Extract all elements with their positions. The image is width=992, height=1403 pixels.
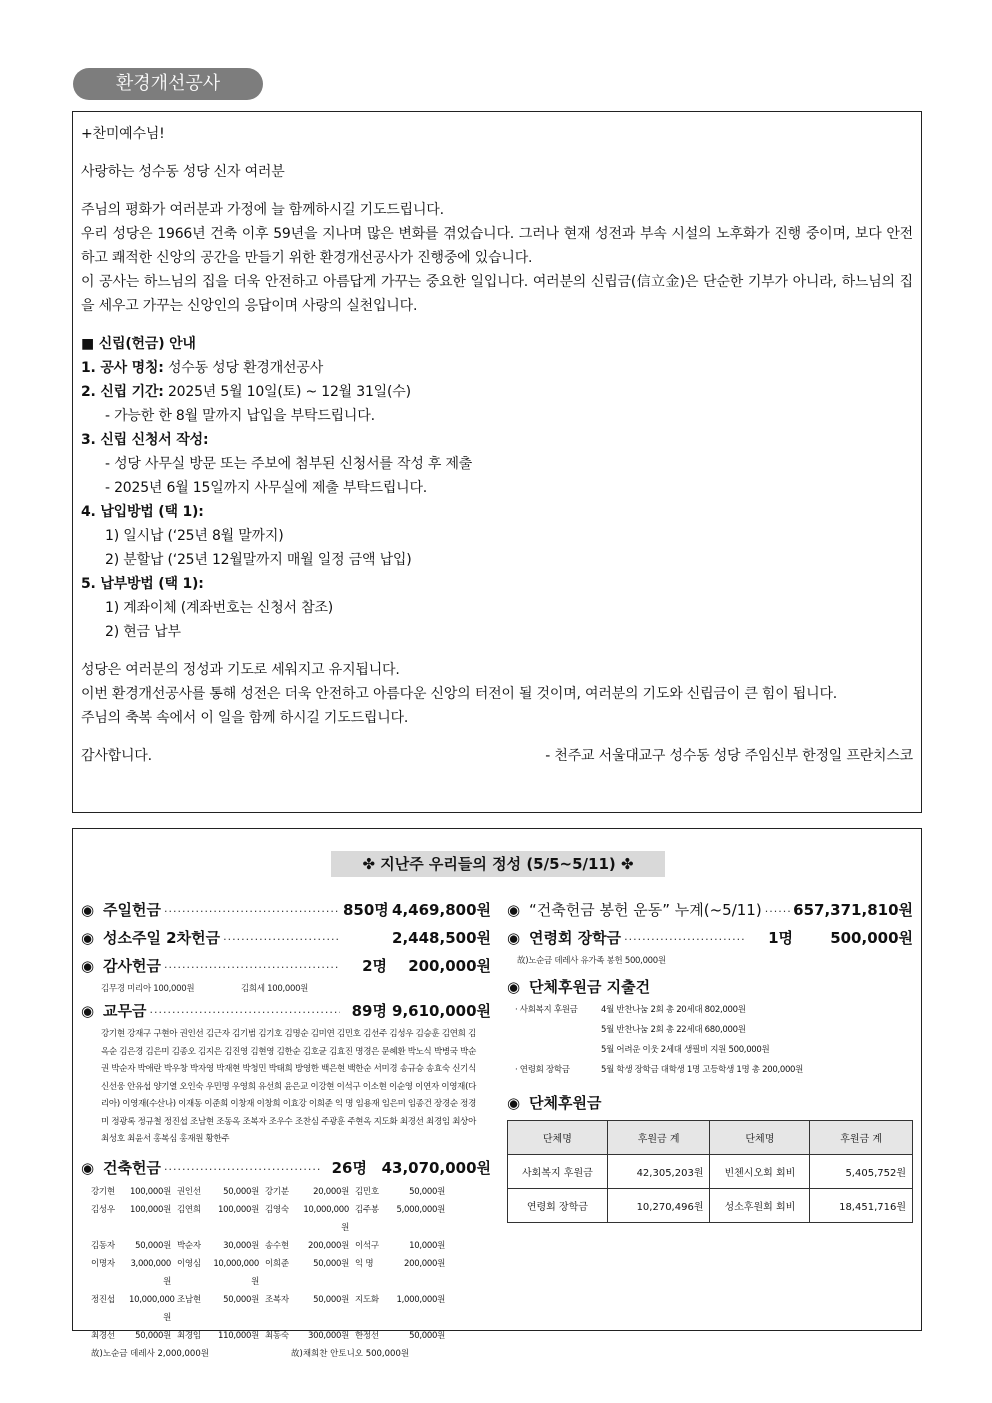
support-table [507, 1120, 913, 1223]
guide-item-4: 4. 납입방법 (택 1): [81, 504, 204, 520]
guide-item-5-sub-2: 2) 현금 납부 [105, 624, 181, 640]
building-fund-memorial-notes: 故)노순금 데레사 2,000,000원 故)채희찬 안토니오 500,000원 [91, 1348, 410, 1359]
leader-dots [164, 1157, 320, 1183]
offerings-title: ✤ 지난주 우리들의 정성 (5/5~5/11) ✤ [331, 851, 665, 877]
expense-title-row: ◉ 단체후원금 지출건 [507, 974, 913, 1000]
table-header: 단체명 [710, 1121, 810, 1155]
leader-dots [624, 927, 746, 953]
expense-item: · 사회복지 후원금 4월 반찬나눔 2회 총 20세대 802,000원 [515, 1005, 746, 1015]
leader-dots [223, 927, 340, 953]
offerings-left-column [81, 897, 491, 1363]
bullet-icon: ◉ [81, 1002, 95, 1020]
guide-item-1: 1. 공사 명칭: 성수동 성당 환경개선공사 [81, 360, 324, 376]
thanks-offering-row: ◉ 감사헌금 ····· 2명 200,000원 [81, 953, 491, 981]
support-title-row: ◉ 단체후원금 [507, 1090, 913, 1116]
guide-item-2-sub: - 가능한 한 8월 말까지 납입을 부탁드립니다. [105, 408, 375, 424]
closing-line-2: 이번 환경개선공사를 통해 성전은 더욱 안전하고 아름다운 신앙의 터전이 될 것이며, 여러분의 기도와 신립금이 큰 힘이 됩니다. [81, 686, 838, 702]
table-cell: 5,405,752원 [810, 1155, 913, 1189]
table-cell: 42,305,203원 [607, 1155, 710, 1189]
expense-item: 5월 어려운 이웃 2세대 생필비 지원 500,000원 [601, 1045, 770, 1055]
renovation-notice-box [72, 111, 922, 813]
table-cell: 연령회 장학금 [508, 1189, 608, 1223]
table-row [508, 1189, 913, 1223]
salutation: 사랑하는 성수동 성당 신자 여러분 [81, 164, 285, 180]
sunday-offering-row: ◉ 주일헌금 ····· 850명 4,469,800원 [81, 897, 491, 925]
expense-item: 5월 반찬나눔 2회 총 22세대 680,000원 [601, 1025, 746, 1035]
leader-dots [149, 1000, 340, 1026]
parish-due-names: 강기현 강재구 구현아 권인선 김근자 김기범 김기호 김명순 김미연 김민호 김선주 김성우 김승훈 김연희 김옥순 김은경 김은미 김종오 김지은 김진영 김현영 김한순 김호균 김효진 명경은 문혜환 박노식 박병국 박순권 박순자 박애란 박우창 박자영 박재현 박청민 박태희 방영한 백은현 백한순 서미경 송규승 송효숙 신기식 신선웅 안유섭 양기열 오인숙 우민명 우영희 유선희 윤은교 이강현 이석구 이소현 이순영 이연자 이영재(다리아) 이영재(수산나) 이재동 이준희 이창재 이창희 이효강 이희준 익 명 임용재 임은미 임종건 장경순 정경미 정광록 정규철 정진섭 조남현 조동옥 조복자 조우수 조찬심 주광훈 주현옥 지도화 최경선 최경임 최상아 최성호 최윤서 홍복심 홍재원 황한주 [101, 1029, 476, 1144]
building-fund-list: 강기현 100,000원 권인선 50,000원 강기분 20,000원 김민호 50,000원 김성우 100,000원 김연희 100,000원 김영숙 10,000,000원 김주봉 5,000,000원 김동자 50,000원 박순자 30,000원 송수현 200,000원 이석구 10,000원 이명자 3,000,000원 이영심 10,000,000원 이희준 50,000원 익 명 200,000원 정진섭 10,000,000원 조남현 50,000원 조복자 50,000원 지도화 1,000,000원 최경선 50,000원 최경임 110,000원 최동숙 300,000원 한정선 50,000원 [91, 1186, 445, 1341]
thanks-text: 감사합니다. [81, 748, 152, 764]
bullet-icon: ◉ [81, 1158, 95, 1177]
bullet-icon: ◉ [81, 957, 95, 975]
thanks-offering-names: 김무경 미리아 100,000원 김희세 100,000원 [101, 984, 309, 994]
table-header: 후원금 계 [810, 1121, 913, 1155]
table-cell: 빈첸시오회 회비 [710, 1155, 810, 1189]
leader-dots [164, 899, 340, 925]
expense-list [507, 1000, 913, 1080]
building-campaign-row: ◉ “건축헌금 봉헌 운동” 누계(~5/11) ····· 657,371,810원 [507, 897, 913, 925]
second-collection-row: ◉ 성소주일 2차헌금 ····· 2,448,500원 [81, 925, 491, 953]
signature-text: - 천주교 서울대교구 성수동 성당 주임신부 한정일 프란치스코 [545, 748, 913, 764]
leader-dots [164, 955, 340, 981]
intro-line-2: 우리 성당은 1966년 건축 이후 59년을 지나며 많은 변화를 겪었습니다. 그러나 현재 성전과 부속 시설의 노후화가 진행 중이며, 보다 안전하고 쾌적한 신앙의 공간을 만들기 위한 환경개선공사가 진행중에 있습니다. [81, 226, 913, 266]
greeting: +찬미예수님! [81, 126, 165, 142]
leader-dots [765, 899, 790, 925]
guide-item-4-sub-2: 2) 분할납 (‘25년 12월말까지 매월 일정 금액 납입) [105, 552, 412, 568]
table-header-row [508, 1121, 913, 1155]
closing-line-1: 성당은 여러분의 정성과 기도로 세워지고 유지됩니다. [81, 662, 400, 678]
bullet-icon: ◉ [81, 901, 95, 919]
scholarship-note: 故)노순금 데레사 유가족 봉헌 500,000원 [517, 956, 666, 966]
guide-item-3: 3. 신립 신청서 작성: [81, 432, 209, 448]
signature-row [81, 744, 913, 768]
bullet-icon: ◉ [507, 978, 521, 996]
table-cell: 18,451,716원 [810, 1189, 913, 1223]
guide-item-3-sub-2: - 2025년 6월 15일까지 사무실에 제출 부탁드립니다. [105, 480, 428, 496]
guide-item-4-sub-1: 1) 일시납 (‘25년 8월 말까지) [105, 528, 284, 544]
guide-item-5-sub-1: 1) 계좌이체 (계좌번호는 신청서 참조) [105, 600, 334, 616]
table-cell: 사회복지 후원금 [508, 1155, 608, 1189]
guide-item-2: 2. 신립 기간: 2025년 5월 10일(토) ~ 12월 31일(수) [81, 384, 411, 400]
table-row [508, 1155, 913, 1189]
bullet-icon: ◉ [507, 1094, 521, 1112]
section-title-tab: 환경개선공사 [73, 68, 263, 100]
guide-item-3-sub-1: - 성당 사무실 방문 또는 주보에 첨부된 신청서를 작성 후 제출 [105, 456, 473, 472]
guide-item-5: 5. 납부방법 (택 1): [81, 576, 204, 592]
offerings-box [72, 828, 922, 1359]
table-header: 단체명 [508, 1121, 608, 1155]
expense-item: · 연령회 장학금 5월 학생 장학금 대학생 1명 고등학생 1명 총 200,000원 [515, 1065, 804, 1075]
table-cell: 10,270,496원 [607, 1189, 710, 1223]
bullet-icon: ◉ [507, 901, 521, 919]
parish-due-row: ◉ 교무금 ····· 89명 9,610,000원 [81, 998, 491, 1026]
bullet-icon: ◉ [507, 929, 521, 947]
table-cell: 성소후원회 회비 [710, 1189, 810, 1223]
bullet-icon: ◉ [81, 929, 95, 947]
building-fund-row: ◉ 건축헌금 ····· 26명 43,070,000원 [81, 1155, 491, 1183]
scholarship-row: ◉ 연령회 장학금 ····· 1명 500,000원 [507, 925, 913, 953]
table-header: 후원금 계 [607, 1121, 710, 1155]
offerings-right-column [507, 897, 913, 1223]
guide-title: ■ 신립(헌금) 안내 [81, 336, 196, 352]
intro-line-1: 주님의 평화가 여러분과 가정에 늘 함께하시길 기도드립니다. [81, 202, 444, 218]
closing-line-3: 주님의 축복 속에서 이 일을 함께 하시길 기도드립니다. [81, 710, 409, 726]
intro-line-3: 이 공사는 하느님의 집을 더욱 안전하고 아름답게 가꾸는 중요한 일입니다. 여러분의 신립금(信立金)은 단순한 기부가 아니라, 하느님의 집을 세우고 가꾸는 신앙인의 응답이며 사랑의 실천입니다. [81, 274, 913, 314]
